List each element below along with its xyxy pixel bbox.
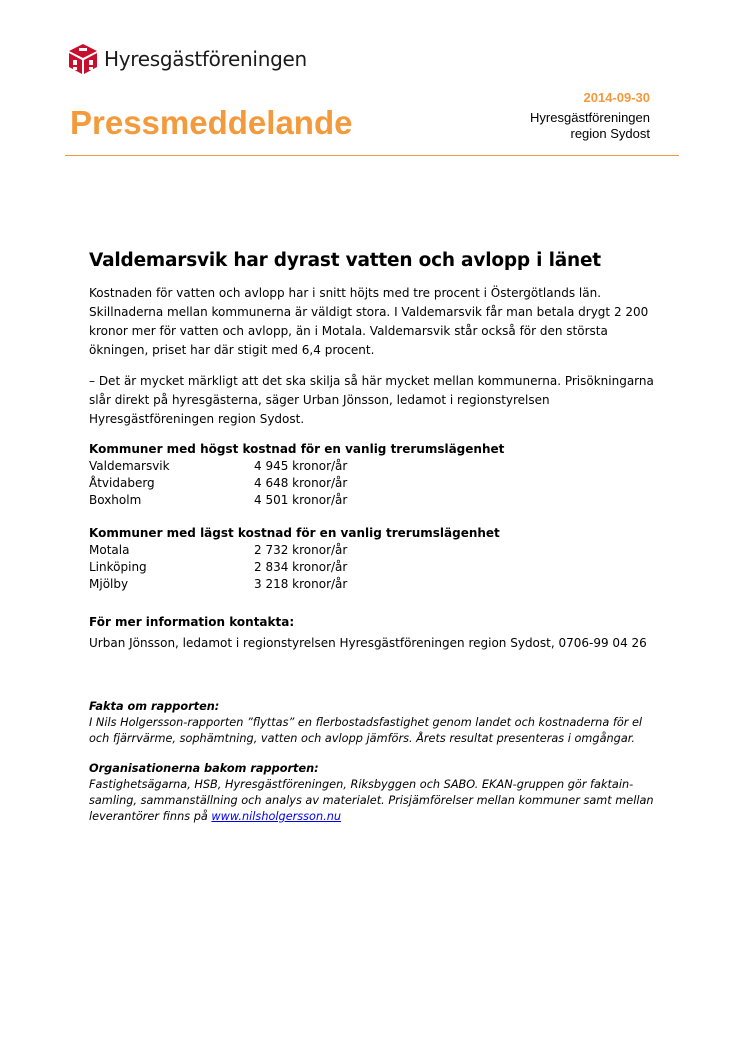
municipality: Åtvidaberg — [89, 476, 155, 490]
article-body — [89, 250, 661, 825]
cost: 2 732 kronor/år — [254, 543, 348, 557]
contact-text: Urban Jönsson, ledamot i regionstyrelsen Hyresgästföreningen region Sydost, 0706-99 04 26 — [89, 636, 647, 650]
paragraph-2: – Det är mycket märkligt att det ska skilja så här mycket mellan kommunerna. Prisökningarna slår direkt på hyresgästerna, säger Urban Jönsson, ledamot i regionstyrelsen Hyresgästföreningen region Sydost. — [89, 374, 654, 426]
logo-text: Hyresgästföreningen — [104, 47, 307, 71]
paragraph-1: Kostnaden för vatten och avlopp har i snitt höjts med tre procent i Östergötlands län. Skillnaderna mellan kommunerna är väldigt stora. I Valdemarsvik får man betala drygt 2 200 kronor mer för vatten och avlopp, än i Motala. Valdemarsvik står också för den största ökningen, priset har där stigit med 6,4 procent. — [89, 286, 649, 357]
header-divider — [65, 155, 679, 156]
org-line-2: region Sydost — [570, 126, 650, 141]
contact-heading: För mer information kontakta: — [89, 615, 295, 629]
organisations-text: Fastighetsägarna, HSB, Hyresgästföreningen, Riksbyggen och SABO. EKAN-gruppen gör faktain-samling, sammanställning och analys av materialet. Prisjämförelser mellan kommuner samt mellan leverantörer finns på — [89, 778, 654, 823]
municipality: Boxholm — [89, 493, 142, 507]
cost: 4 945 kronor/år — [254, 459, 348, 473]
facts-section — [89, 699, 661, 747]
highest-table — [89, 458, 661, 509]
facts-text: I Nils Holgersson-rapporten ”flyttas” en flerbostadsfastighet genom landet och kostnaderna för el och fjärrvärme, sophämtning, vatten och avlopp jämförs. Årets resultat presenteras i omgångar. — [89, 716, 643, 745]
release-date: 2014-09-30 — [583, 90, 650, 105]
facts-heading: Fakta om rapporten: — [89, 700, 220, 713]
municipality: Motala — [89, 543, 130, 557]
table-row — [89, 576, 661, 593]
cost: 4 501 kronor/år — [254, 493, 348, 507]
table-row — [89, 559, 661, 576]
cost: 2 834 kronor/år — [254, 560, 348, 574]
cost: 4 648 kronor/år — [254, 476, 348, 490]
cost: 3 218 kronor/år — [254, 577, 348, 591]
org-line-1: Hyresgästföreningen — [530, 110, 650, 125]
press-title: Pressmeddelande — [70, 104, 353, 141]
organisations-section — [89, 761, 661, 825]
organisations-text-block — [89, 777, 661, 825]
municipality: Mjölby — [89, 577, 129, 591]
organisations-heading: Organisationerna bakom rapporten: — [89, 762, 319, 775]
table-row — [89, 492, 661, 509]
lowest-table — [89, 542, 661, 593]
nilsholgersson-link[interactable]: www.nilsholgersson.nu — [211, 810, 342, 823]
table-row — [89, 475, 661, 492]
house-cube-logo-icon — [66, 43, 100, 75]
highest-heading: Kommuner med högst kostnad för en vanlig trerumslägenhet — [89, 442, 505, 456]
table-row — [89, 542, 661, 559]
table-row — [89, 458, 661, 475]
municipality: Linköping — [89, 560, 147, 574]
headline: Valdemarsvik har dyrast vatten och avlopp i länet — [89, 250, 601, 271]
lowest-heading: Kommuner med lägst kostnad för en vanlig trerumslägenhet — [89, 526, 500, 540]
header-logo — [66, 43, 307, 75]
org-name — [530, 110, 650, 142]
municipality: Valdemarsvik — [89, 459, 170, 473]
